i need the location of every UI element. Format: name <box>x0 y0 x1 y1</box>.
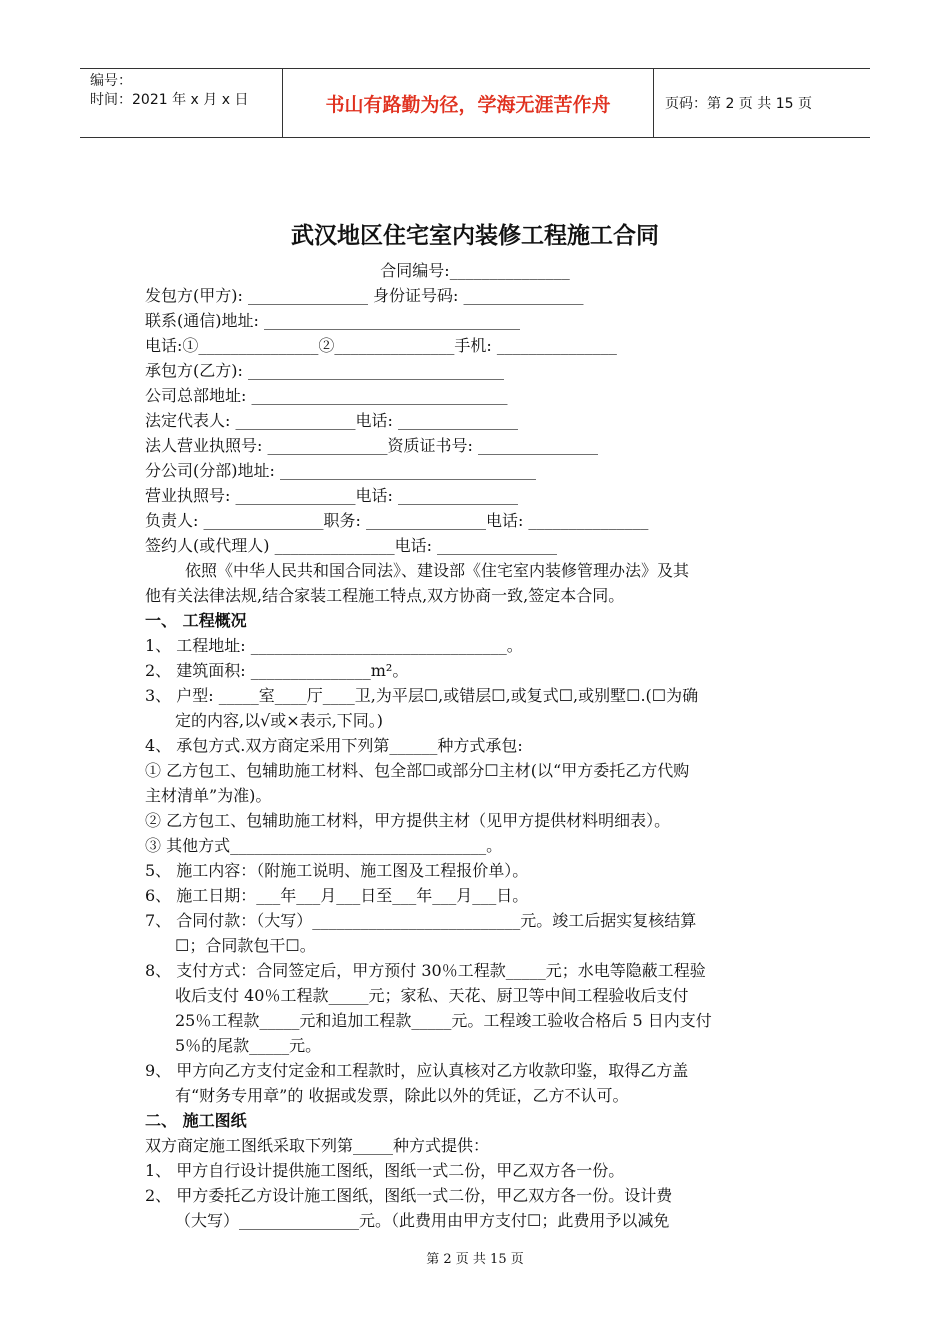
contract-body <box>145 258 805 1233</box>
doc-number-label: 编号： <box>90 73 132 89</box>
clause-line: 收后支付 40％工程款_____元；家私、天花、厨卫等中间工程验收后支付 <box>175 986 689 1005</box>
section-heading: 二、 施工图纸 <box>145 1111 247 1130</box>
clause-line: ☐；合同款包干☐。 <box>175 936 316 955</box>
clause-line: 有“财务专用章”的 收据或发票，除此以外的凭证，乙方不认可。 <box>175 1086 629 1105</box>
preamble-line: 他有关法律法规,结合家装工程施工特点,双方协商一致,签定本合同。 <box>145 586 625 605</box>
hq-address-line: 公司总部地址: ________________________________ <box>145 386 508 405</box>
header-table <box>80 68 870 138</box>
party-a-line: 发包方(甲方): _______________ 身份证号码: _______________ <box>145 286 584 305</box>
clause-line: （大写）_______________元。（此费用由甲方支付☐；此费用予以减免 <box>175 1211 670 1230</box>
header-page-info: 页码：第 2 页 共 15 页 <box>665 96 812 112</box>
doc-date-label: 时间：2021 年 x 月 x 日 <box>90 92 249 108</box>
header-motto: 书山有路勤为径，学海无涯苦作舟 <box>282 69 654 137</box>
legal-rep-line: 法定代表人: _______________电话: _______________ <box>145 411 518 430</box>
phone-line: 电话:①_______________②_______________手机: _______________ <box>145 336 617 355</box>
clause-line: 7、 合同付款：（大写）__________________________元。竣工后据实复核结算 <box>145 911 697 930</box>
clause-line: 9、 甲方向乙方支付定金和工程款时，应认真核对乙方收款印鉴，取得乙方盖 <box>145 1061 689 1080</box>
clause-line: 2、 建筑面积: _______________m²。 <box>145 661 409 680</box>
clause-line: 1、 甲方自行设计提供施工图纸，图纸一式二份，甲乙双方各一份。 <box>145 1161 625 1180</box>
business-license-line: 营业执照号: _______________电话: _______________ <box>145 486 518 505</box>
address-line: 联系(通信)地址: ________________________________ <box>145 311 520 330</box>
branch-address-line: 分公司(分部)地址: ________________________________ <box>145 461 536 480</box>
preamble-line: 依照《中华人民共和国合同法》、建设部《住宅室内装修管理办法》及其 <box>185 561 690 580</box>
party-b-line: 承包方(乙方): ________________________________ <box>145 361 504 380</box>
clause-line: 主材清单”为准)。 <box>145 786 272 805</box>
page-footer: 第 2 页 共 15 页 <box>426 1252 524 1267</box>
section-heading: 一、 工程概况 <box>145 611 247 630</box>
contract-title: 武汉地区住宅室内装修工程施工合同 <box>291 223 659 249</box>
header-meta <box>80 69 280 137</box>
clause-line: 3、 户型: _____室____厅____卫,为平层☐,或错层☐,或复式☐,或别墅☐.(☐为确 <box>145 686 699 705</box>
clause-line: 5、 施工内容：（附施工说明、施工图及工程报价单）。 <box>145 861 529 880</box>
clause-line: 25％工程款_____元和追加工程款_____元。工程竣工验收合格后 5 日内支付 <box>175 1011 712 1030</box>
clause-line: ③ 其他方式________________________________。 <box>145 836 503 855</box>
clause-line: ① 乙方包工、包辅助施工材料、包全部☐或部分☐主材(以“甲方委托乙方代购 <box>145 761 690 780</box>
manager-line: 负责人: _______________职务: _______________电话: _______________ <box>145 511 649 530</box>
clause-line: 定的内容,以√或×表示,下同。) <box>175 711 384 730</box>
clause-line: 1、 工程地址: ________________________________。 <box>145 636 523 655</box>
clause-line: 8、 支付方式：合同签定后，甲方预付 30％工程款_____元；水电等隐蔽工程验 <box>145 961 706 980</box>
clause-line: 4、 承包方式.双方商定采用下列第______种方式承包: <box>145 736 523 755</box>
contract-number-line: 合同编号:_______________ <box>380 261 570 280</box>
license-line: 法人营业执照号: _______________资质证书号: _______________ <box>145 436 598 455</box>
clause-line: 6、 施工日期：___年___月___日至___年___月___日。 <box>145 886 529 905</box>
clause-line: 5％的尾款_____元。 <box>175 1036 322 1055</box>
clause-line: ② 乙方包工、包辅助施工材料，甲方提供主材（见甲方提供材料明细表）。 <box>145 811 671 830</box>
signatory-line: 签约人(或代理人) _______________电话: _______________ <box>145 536 558 555</box>
clause-line: 2、 甲方委托乙方设计施工图纸，图纸一式二份，甲乙双方各一份。设计费 <box>145 1186 673 1205</box>
clause-line: 双方商定施工图纸采取下列第_____种方式提供： <box>145 1136 490 1155</box>
